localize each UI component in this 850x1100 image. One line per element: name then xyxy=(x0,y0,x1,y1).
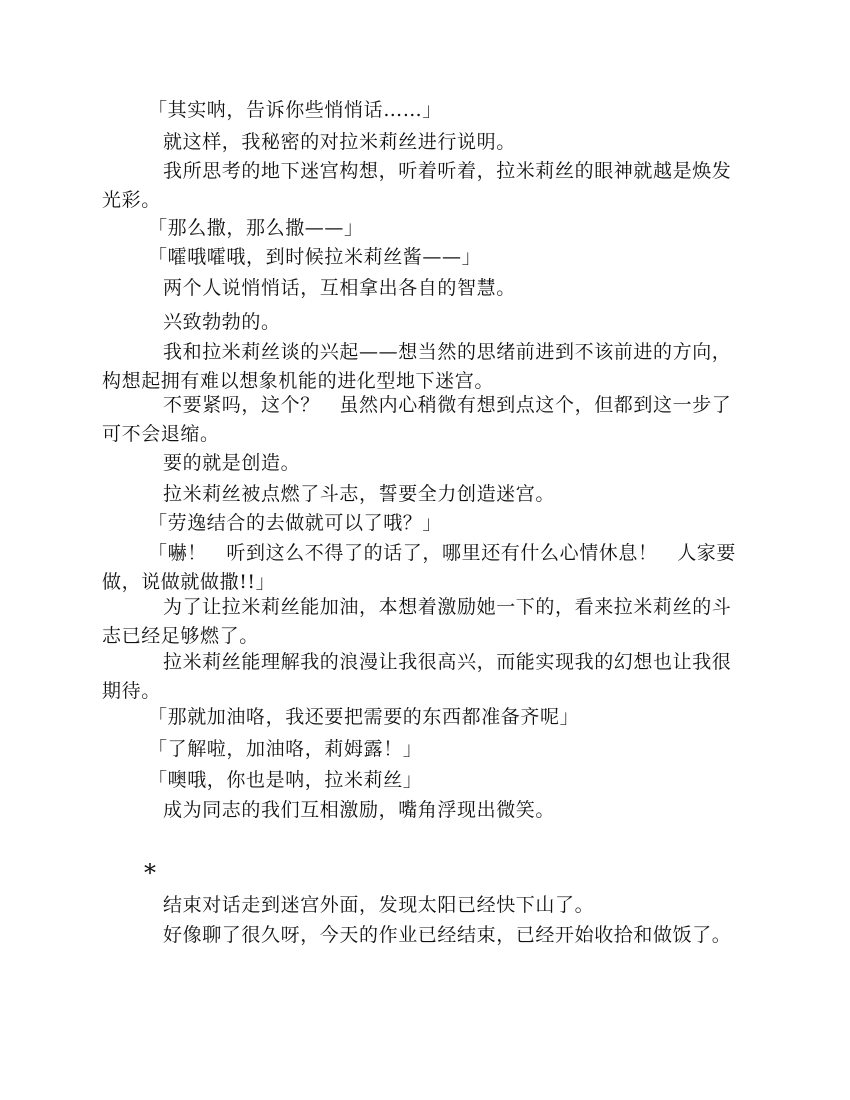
paragraph: 要的就是创造。 xyxy=(163,452,301,474)
paragraph: 就这样，我秘密的对拉米莉丝进行说明。 xyxy=(163,131,516,153)
paragraph: 「那么撒，那么撒——」 xyxy=(148,217,364,239)
paragraph: 「那就加油咯，我还要把需要的东西都准备齐呢」 xyxy=(148,706,580,728)
paragraph: 成为同志的我们互相激励，嘴角浮现出微笑。 xyxy=(163,799,556,821)
section-separator: * xyxy=(144,859,156,887)
paragraph: 我和拉米莉丝谈的兴起——想当然的思绪前进到不该前进的方向，构想起拥有难以想象机能的进化型地下迷宫。 xyxy=(102,341,732,392)
paragraph: 好像聊了很久呀，今天的作业已经结束，已经开始收拾和做饭了。 xyxy=(163,924,732,946)
paragraph: 我所思考的地下迷宫构想，听着听着，拉米莉丝的眼神就越是焕发光彩。 xyxy=(102,160,732,211)
paragraph: 「噢哦，你也是呐，拉米莉丝」 xyxy=(148,769,423,791)
paragraph: 「嚇！ 听到这么不得了的话了，哪里还有什么心情休息！ 人家要做，说做就做撒!!」 xyxy=(102,542,737,593)
paragraph: 「了解啦，加油咯，莉姆露！」 xyxy=(148,738,423,760)
paragraph: 兴致勃勃的。 xyxy=(163,311,281,333)
paragraph: 结束对话走到迷宫外面，发现太阳已经快下山了。 xyxy=(163,894,595,916)
paragraph: 不要紧吗，这个？ 虽然内心稍微有想到点这个，但都到这一步了可不会退缩。 xyxy=(102,394,732,445)
paragraph: 为了让拉米莉丝能加油，本想着激励她一下的，看来拉米莉丝的斗志已经足够燃了。 xyxy=(102,596,732,647)
paragraph: 拉米莉丝被点燃了斗志，誓要全力创造迷宫。 xyxy=(163,483,556,505)
paragraph: 「其实呐，告诉你些悄悄话……」 xyxy=(148,99,443,121)
paragraph: 「劳逸结合的去做就可以了哦？」 xyxy=(148,512,443,534)
paragraph: 两个人说悄悄话，互相拿出各自的智慧。 xyxy=(163,277,516,299)
paragraph: 拉米莉丝能理解我的浪漫让我很高兴，而能实现我的幻想也让我很期待。 xyxy=(102,651,732,702)
paragraph: 「嚯哦嚯哦，到时候拉米莉丝酱——」 xyxy=(148,246,482,268)
